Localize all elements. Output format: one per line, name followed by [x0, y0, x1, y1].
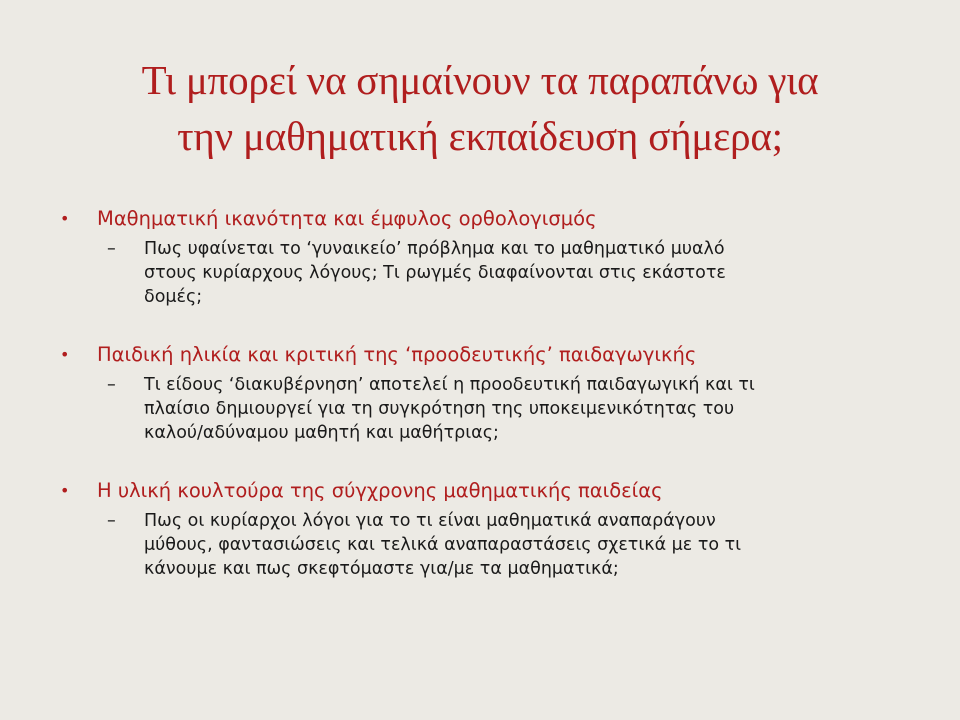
slide-content [60, 205, 920, 613]
sub-bullet-line: πλαίσιο δημιουργεί για τη συγκρότηση της υποκειμενικότητας του [144, 399, 735, 419]
dash-icon: – [107, 511, 116, 531]
dash-icon: – [107, 375, 116, 395]
bullet-item [60, 477, 920, 581]
sub-bullet-line: στους κυρίαρχους λόγους; Τι ρωγμές διαφαίνονται στις εκάστοτε [144, 263, 726, 283]
sub-bullet-item [97, 237, 920, 309]
bullet-text: Μαθηματική ικανότητα και έμφυλος ορθολογισμός [97, 207, 597, 230]
sub-bullet-line: καλού/αδύναμου μαθητή και μαθήτριας; [144, 423, 499, 443]
sub-bullet-line: Πως υφαίνεται το ‘γυναικείο’ πρόβλημα και το μαθηματικό μυαλό [144, 239, 725, 259]
bullet-text: Η υλική κουλτούρα της σύγχρονης μαθηματικής παιδείας [97, 479, 663, 502]
slide-title [40, 52, 920, 164]
bullet-dot-icon: • [60, 345, 70, 364]
sub-bullet-line: δομές; [144, 287, 203, 307]
bullet-item [60, 341, 920, 445]
sub-bullet-line: κάνουμε και πως σκεφτόμαστε για/με τα μαθηματικά; [144, 559, 619, 579]
slide-title-line-2: την μαθηματική εκπαίδευση σήμερα; [177, 113, 783, 159]
sub-bullet-item [97, 509, 920, 581]
sub-bullet-item [97, 373, 920, 445]
bullet-dot-icon: • [60, 209, 70, 228]
sub-bullet-line: Τι είδους ‘διακυβέρνηση’ αποτελεί η προοδευτική παιδαγωγική και τι [144, 375, 755, 395]
bullet-text: Παιδική ηλικία και κριτική της ‘προοδευτικής’ παιδαγωγικής [97, 343, 697, 366]
bullet-dot-icon: • [60, 481, 70, 500]
dash-icon: – [107, 239, 116, 259]
slide-title-line-1: Τι μπορεί να σημαίνουν τα παραπάνω για [141, 57, 819, 103]
sub-bullet-line: μύθους, φαντασιώσεις και τελικά αναπαραστάσεις σχετικά με το τι [144, 535, 742, 555]
sub-bullet-line: Πως οι κυρίαρχοι λόγοι για το τι είναι μαθηματικά αναπαράγουν [144, 511, 716, 531]
bullet-item [60, 205, 920, 309]
